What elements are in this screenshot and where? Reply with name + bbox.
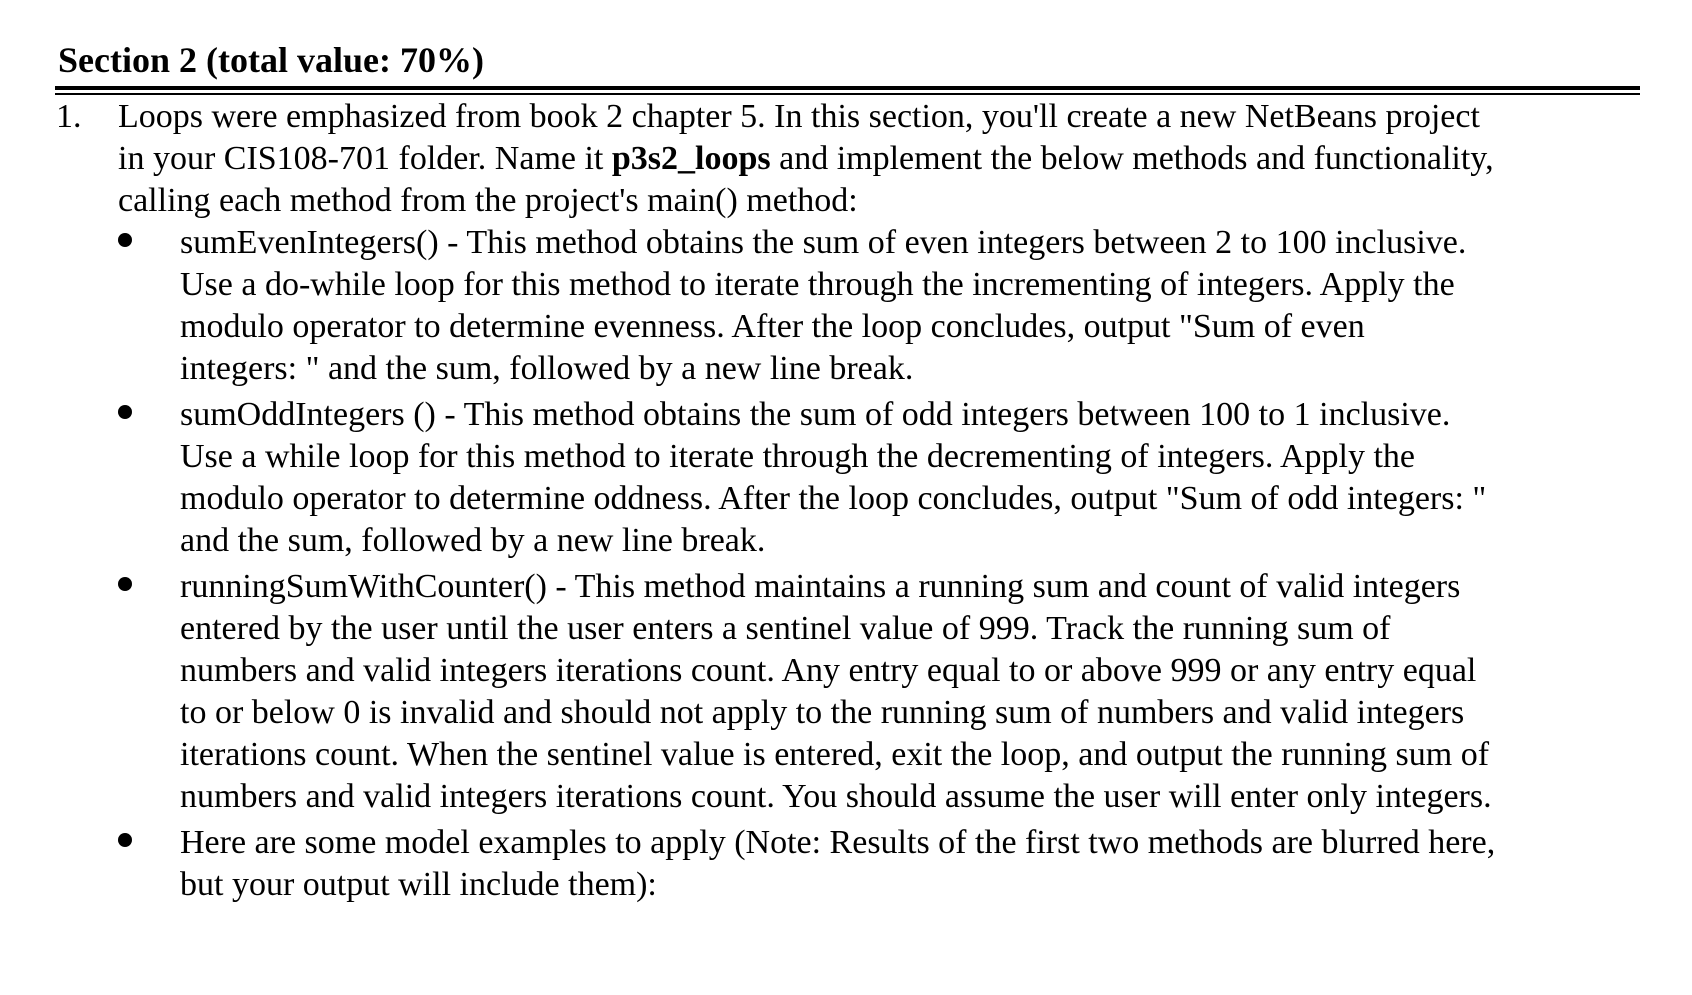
section-heading: Section 2 (total value: 70%) <box>58 40 484 80</box>
bullet-text <box>180 394 1670 562</box>
bullet-line: and the sum, followed by a new line break. <box>180 522 766 559</box>
item-line-3: calling each method from the project's main() method: <box>118 182 858 219</box>
bullet-line: sumEvenIntegers() - This method obtains the sum of even integers between 2 to 100 inclusive. <box>180 224 1467 261</box>
heading-rule-thick <box>55 86 1640 90</box>
bullet-sum-odd-integers <box>0 394 1692 562</box>
bullet-line: numbers and valid integers iterations count. You should assume the user will enter only integers. <box>180 778 1492 815</box>
item-text <box>118 96 1678 222</box>
bullet-line: Here are some model examples to apply (Note: Results of the first two methods are blurred here, <box>180 824 1496 861</box>
bullet-running-sum-with-counter <box>0 566 1692 818</box>
item-line-1: Loops were emphasized from book 2 chapter 5. In this section, you'll create a new NetBeans project <box>118 98 1480 135</box>
project-name: p3s2_loops <box>611 140 771 177</box>
bullet-line: Use a while loop for this method to iterate through the decrementing of integers. Apply the <box>180 438 1416 475</box>
bullet-line: modulo operator to determine oddness. After the loop concludes, output "Sum of odd integers: " <box>180 480 1487 517</box>
bullet-dot-icon <box>118 577 132 591</box>
item-line-2 <box>118 138 1678 180</box>
bullet-line: entered by the user until the user enters a sentinel value of 999. Track the running sum of <box>180 610 1391 647</box>
item-number: 1. <box>56 98 82 135</box>
bullet-sum-even-integers <box>0 222 1692 390</box>
bullet-line: numbers and valid integers iterations count. Any entry equal to or above 999 or any entry equal <box>180 652 1477 689</box>
bullet-text <box>180 566 1670 818</box>
bullet-line: runningSumWithCounter() - This method maintains a running sum and count of valid integers <box>180 568 1461 605</box>
bullet-dot-icon <box>118 233 132 247</box>
item-line-2-end: and implement the below methods and functionality, <box>770 140 1494 177</box>
bullet-line: sumOddIntegers () - This method obtains the sum of odd integers between 100 to 1 inclusive. <box>180 396 1451 433</box>
bullet-line: but your output will include them): <box>180 866 657 903</box>
bullet-line: integers: " and the sum, followed by a new line break. <box>180 350 914 387</box>
bullet-text <box>180 822 1670 906</box>
bullet-dot-icon <box>118 405 132 419</box>
bullet-list <box>0 222 1692 910</box>
bullet-line: to or below 0 is invalid and should not apply to the running sum of numbers and valid integers <box>180 694 1465 731</box>
bullet-line: modulo operator to determine evenness. After the loop concludes, output "Sum of even <box>180 308 1365 345</box>
bullet-text <box>180 222 1670 390</box>
bullet-line: Use a do-while loop for this method to iterate through the incrementing of integers. Apply the <box>180 266 1455 303</box>
heading-rule-thin <box>55 93 1640 95</box>
bullet-dot-icon <box>118 833 132 847</box>
bullet-model-examples <box>0 822 1692 906</box>
bullet-line: iterations count. When the sentinel value is entered, exit the loop, and output the running sum of <box>180 736 1490 773</box>
item-line-2-start: in your CIS108-701 folder. Name it <box>118 140 612 177</box>
